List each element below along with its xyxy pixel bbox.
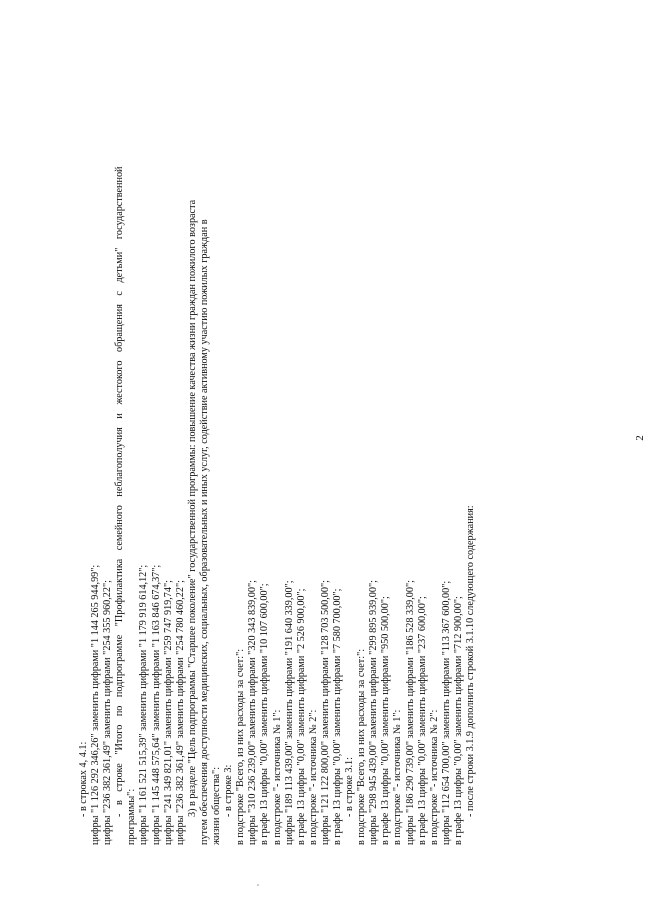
text-line: в подстроке "- источника № 2": [307, 709, 319, 845]
page-number: 2 [633, 435, 646, 441]
text-line: в графе 13 цифры "0,00" заменить цифрами "237 600,00"; [416, 596, 428, 845]
text-line: цифры "1 145 448 575,64" заменить цифрами "1 163 846 674,37"; [150, 564, 162, 845]
text-line: цифры "1 126 292 346,26" заменить цифрами "1 144 265 944,99"; [90, 564, 102, 845]
text-line: в подстроке "Всего, из них расходы за счет:": [356, 648, 368, 845]
text-line: цифры "236 382 361,49" заменить цифрами "254 780 460,22"; [174, 580, 186, 845]
text-line: цифры "310 236 239,00" заменить цифрами "320 343 839,00"; [247, 580, 259, 845]
text-line: цифры "236 382 361,49" заменить цифрами "254 355 960,22"; [102, 580, 114, 845]
text-line: - в строке 3.1: [344, 757, 356, 817]
text-line: - в строке "Итого по подпрограмме "Профилактика семейного неблагополучия и жестокого обращения с детьми" государственной [114, 166, 126, 817]
text-line: в подстроке "- источника № 1": [271, 709, 283, 845]
text-line: цифры "186 290 739,00" заменить цифрами "186 528 339,00"; [404, 580, 416, 845]
text-line: жизни общества": [211, 766, 223, 845]
text-line: в графе 13 цифры "0,00" заменить цифрами "2 526 900,00"; [295, 588, 307, 845]
text-line: в подстроке "- источника № 2": [428, 709, 440, 845]
text-line: в графе 13 цифры "0,00" заменить цифрами "712 900,00"; [452, 596, 464, 845]
text-line: в графе 13 цифры "0,00" заменить цифрами "7 580 700,00"; [331, 588, 343, 845]
text-line: в графе 13 цифры "0,00" заменить цифрами "10 107 600,00"; [259, 583, 271, 845]
text-line: цифры "112 654 700,00" заменить цифрами "113 367 600,00"; [440, 580, 452, 845]
text-line: цифры "121 122 800,00" заменить цифрами "128 703 500,00"; [319, 580, 331, 845]
text-line: 3) в разделе "Цель подпрограммы "Старшее поколение" государственной программы: повышение качества жизни граждан пожилого возраста [186, 199, 198, 817]
text-line: цифры "241 349 821,01" заменить цифрами "259 747 919,74"; [162, 580, 174, 845]
text-line: - в строках 4, 4.1: [78, 741, 89, 817]
text-line: цифры "189 113 439,00" заменить цифрами "191 640 339,00"; [283, 580, 295, 845]
text-line: цифры "298 945 439,00" заменить цифрами "299 895 939,00"; [368, 580, 380, 845]
text-line: путем обеспечения доступности медицинских, социальных, образовательных и иных услуг, содействие активному участию пожилых граждан в [198, 219, 210, 845]
scan-speck [257, 884, 259, 886]
document-body [78, 50, 477, 845]
text-line: программы": [126, 788, 138, 845]
text-line: в графе 13 цифры "0,00" заменить цифрами "950 500,00"; [380, 596, 392, 845]
text-line: - после строки 3.1.9 дополнить строкой 3.1.10 следующего содержания: [465, 505, 476, 817]
text-line: - в строке 3: [223, 764, 235, 817]
text-line: в подстроке "- источника № 1": [392, 709, 404, 845]
text-line: цифры "1 161 521 515,39" заменить цифрами "1 179 919 614,12"; [138, 564, 150, 845]
text-line: в подстроке "Всего, из них расходы за счет:": [235, 648, 247, 845]
